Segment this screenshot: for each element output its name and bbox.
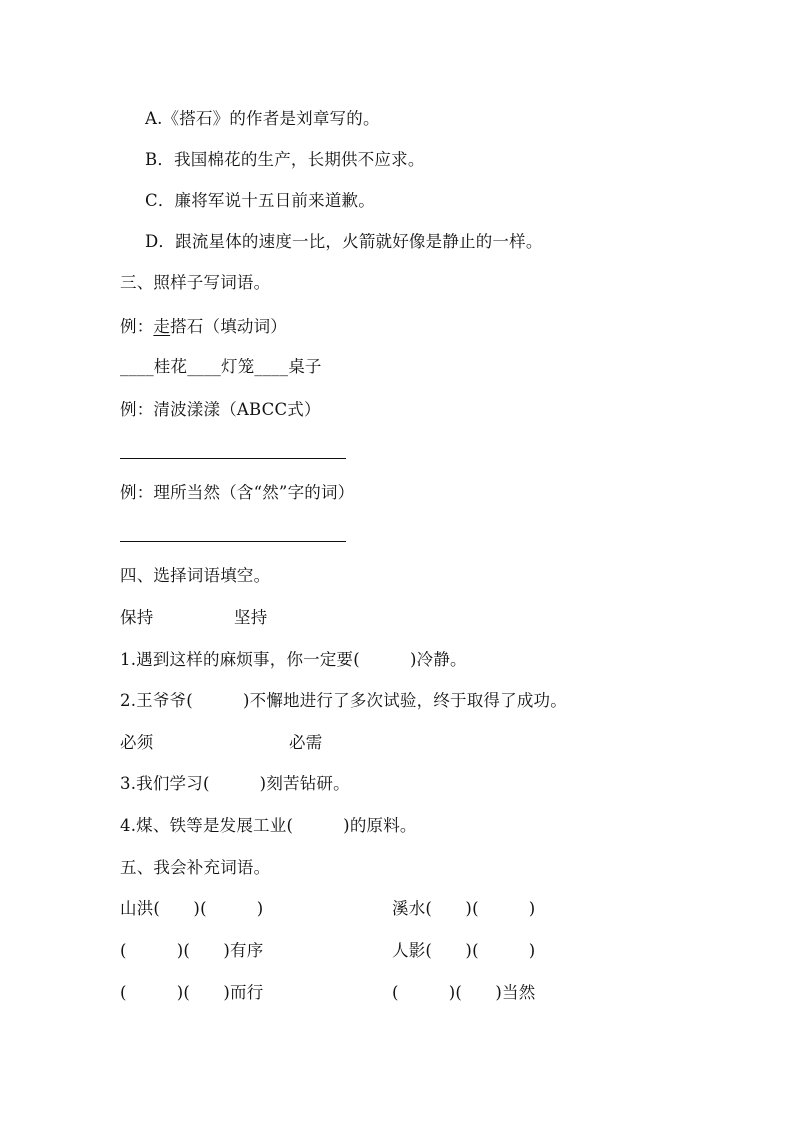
option-c: C．廉将军说十五日前来道歉。 xyxy=(145,191,375,210)
idiom-2-left: ( )( )有序 xyxy=(120,941,264,960)
word-choice-2a: 必须 xyxy=(120,733,154,752)
word-choice-1b: 坚持 xyxy=(234,608,268,627)
word-choice-1a: 保持 xyxy=(120,608,154,627)
idiom-1-left: 山洪( )( ) xyxy=(120,899,264,918)
option-d: D．跟流星体的速度一比，火箭就好像是静止的一样。 xyxy=(145,232,543,251)
example-1-prefix: 例： xyxy=(120,317,154,336)
question-1: 1.遇到这样的麻烦事，你一定要( )冷静。 xyxy=(120,650,467,669)
question-3: 3.我们学习( )刻苦钻研。 xyxy=(120,774,350,793)
option-a: A.《搭石》的作者是刘章写的。 xyxy=(145,109,380,128)
option-b: B．我国棉花的生产，长期供不应求。 xyxy=(145,150,425,169)
answer-line-1 xyxy=(120,458,346,459)
section4-heading: 四、选择词语填空。 xyxy=(120,566,271,585)
example-1 xyxy=(120,316,287,338)
idiom-3-right: ( )( )当然 xyxy=(392,983,536,1002)
section5-heading: 五、我会补充词语。 xyxy=(120,858,271,877)
example-2: 例：清波漾漾（ABCC式） xyxy=(120,400,321,419)
section3-heading: 三、照样子写词语。 xyxy=(120,273,271,292)
idiom-1-right: 溪水( )( ) xyxy=(392,899,536,918)
example-3: 例：理所当然（含“然”字的词） xyxy=(120,483,355,502)
word-choice-2b: 必需 xyxy=(289,733,323,752)
idiom-3-left: ( )( )而行 xyxy=(120,983,264,1002)
question-4: 4.煤、铁等是发展工业( )的原料。 xyxy=(120,816,417,835)
example-1-underlined-word: 走 xyxy=(153,317,171,336)
answer-line-2 xyxy=(120,541,346,542)
idiom-2-right: 人影( )( ) xyxy=(392,941,536,960)
example-1-rest: 搭石（填动词） xyxy=(170,317,288,336)
question-2: 2.王爷爷( )不懈地进行了多次试验，终于取得了成功。 xyxy=(120,691,567,710)
fill-blanks-line: ____桂花____灯笼____桌子 xyxy=(120,357,322,376)
